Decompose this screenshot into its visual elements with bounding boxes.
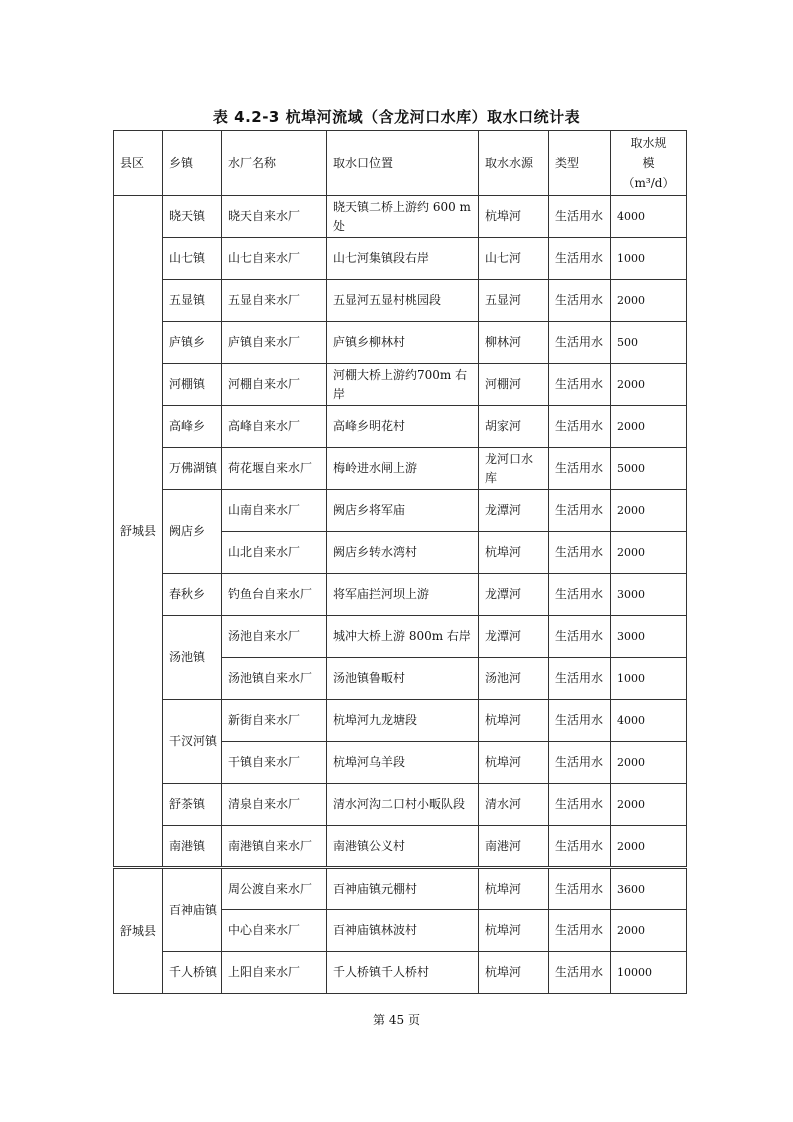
header-county: 县区 [114,131,163,196]
header-row [114,131,687,196]
scale-cell: 4000 [611,700,687,742]
source-cell: 杭埠河 [479,196,549,238]
header-plant: 水厂名称 [222,131,327,196]
location-cell: 阙店乡转水湾村 [327,532,479,574]
scale-cell: 1000 [611,658,687,700]
county-cell: 舒城县 [114,868,163,994]
type-cell: 生活用水 [549,952,611,994]
scale-cell: 2000 [611,490,687,532]
table-row [114,616,687,658]
scale-cell: 5000 [611,448,687,490]
source-cell: 龙潭河 [479,490,549,532]
town-cell: 五显镇 [163,280,222,322]
town-cell: 南港镇 [163,826,222,868]
table-row [114,238,687,280]
source-cell: 杭埠河 [479,742,549,784]
table-row [114,784,687,826]
town-cell: 高峰乡 [163,406,222,448]
location-cell: 南港镇公义村 [327,826,479,868]
town-cell: 汤池镇 [163,616,222,700]
county-cell: 舒城县 [114,196,163,868]
source-cell: 龙潭河 [479,574,549,616]
header-town: 乡镇 [163,131,222,196]
plant-cell: 汤池自来水厂 [222,616,327,658]
source-cell: 胡家河 [479,406,549,448]
table-title: 表 4.2-3 杭埠河流域（含龙河口水库）取水口统计表 [212,108,581,126]
header-scale-line1: 取水规 [630,136,667,150]
location-cell: 城冲大桥上游 800m 右岸 [327,616,479,658]
location-cell: 五显河五显村桃园段 [327,280,479,322]
type-cell: 生活用水 [549,868,611,910]
town-cell: 山七镇 [163,238,222,280]
town-cell: 万佛湖镇 [163,448,222,490]
plant-cell: 荷花堰自来水厂 [222,448,327,490]
table-row [114,364,687,406]
location-cell: 晓天镇二桥上游约 600 m 处 [327,196,479,238]
source-cell: 龙河口水库 [479,448,549,490]
location-cell: 百神庙镇元棚村 [327,868,479,910]
plant-cell: 南港镇自来水厂 [222,826,327,868]
source-cell: 杭埠河 [479,532,549,574]
town-cell: 春秋乡 [163,574,222,616]
type-cell: 生活用水 [549,490,611,532]
plant-cell: 上阳自来水厂 [222,952,327,994]
source-cell: 山七河 [479,238,549,280]
location-cell: 高峰乡明花村 [327,406,479,448]
location-cell: 杭埠河乌羊段 [327,742,479,784]
scale-cell: 1000 [611,238,687,280]
table-row [114,322,687,364]
scale-cell: 3000 [611,616,687,658]
source-cell: 河棚河 [479,364,549,406]
plant-cell: 河棚自来水厂 [222,364,327,406]
header-scale-line3: （m³/d） [622,176,675,190]
location-cell: 河棚大桥上游约700m 右岸 [327,364,479,406]
table-row [114,574,687,616]
water-intake-table [113,130,687,994]
location-cell: 阙店乡将军庙 [327,490,479,532]
plant-cell: 汤池镇自来水厂 [222,658,327,700]
source-cell: 柳林河 [479,322,549,364]
source-cell: 杭埠河 [479,952,549,994]
header-source: 取水水源 [479,131,549,196]
town-cell: 庐镇乡 [163,322,222,364]
plant-cell: 五显自来水厂 [222,280,327,322]
type-cell: 生活用水 [549,574,611,616]
type-cell: 生活用水 [549,280,611,322]
table-row [114,448,687,490]
town-cell: 舒茶镇 [163,784,222,826]
plant-cell: 高峰自来水厂 [222,406,327,448]
source-cell: 清水河 [479,784,549,826]
table-row [114,868,687,910]
scale-cell: 2000 [611,826,687,868]
source-cell: 龙潭河 [479,616,549,658]
plant-cell: 晓天自来水厂 [222,196,327,238]
plant-cell: 山七自来水厂 [222,238,327,280]
location-cell: 杭埠河九龙塘段 [327,700,479,742]
table-row [114,196,687,238]
source-cell: 五显河 [479,280,549,322]
town-cell: 百神庙镇 [163,868,222,952]
page-number: 第 45 页 [373,1013,420,1027]
header-scale [611,131,687,196]
type-cell: 生活用水 [549,196,611,238]
location-cell: 山七河集镇段右岸 [327,238,479,280]
type-cell: 生活用水 [549,532,611,574]
source-cell: 南港河 [479,826,549,868]
header-location: 取水口位置 [327,131,479,196]
type-cell: 生活用水 [549,238,611,280]
header-type: 类型 [549,131,611,196]
location-cell: 清水河沟二口村小畈队段 [327,784,479,826]
town-cell: 千人桥镇 [163,952,222,994]
type-cell: 生活用水 [549,616,611,658]
scale-cell: 2000 [611,910,687,952]
location-cell: 千人桥镇千人桥村 [327,952,479,994]
scale-cell: 2000 [611,364,687,406]
source-cell: 杭埠河 [479,700,549,742]
scale-cell: 2000 [611,784,687,826]
scale-cell: 2000 [611,280,687,322]
type-cell: 生活用水 [549,910,611,952]
source-cell: 杭埠河 [479,868,549,910]
scale-cell: 2000 [611,742,687,784]
type-cell: 生活用水 [549,448,611,490]
location-cell: 庐镇乡柳林村 [327,322,479,364]
type-cell: 生活用水 [549,742,611,784]
table-row [114,826,687,868]
type-cell: 生活用水 [549,784,611,826]
type-cell: 生活用水 [549,700,611,742]
source-cell: 杭埠河 [479,910,549,952]
type-cell: 生活用水 [549,322,611,364]
town-cell: 干汊河镇 [163,700,222,784]
plant-cell: 周公渡自来水厂 [222,868,327,910]
scale-cell: 4000 [611,196,687,238]
town-cell: 阙店乡 [163,490,222,574]
source-cell: 汤池河 [479,658,549,700]
plant-cell: 山南自来水厂 [222,490,327,532]
town-cell: 河棚镇 [163,364,222,406]
plant-cell: 干镇自来水厂 [222,742,327,784]
town-cell: 晓天镇 [163,196,222,238]
location-cell: 将军庙拦河坝上游 [327,574,479,616]
plant-cell: 清泉自来水厂 [222,784,327,826]
plant-cell: 山北自来水厂 [222,532,327,574]
plant-cell: 钓鱼台自来水厂 [222,574,327,616]
scale-cell: 10000 [611,952,687,994]
table-row [114,952,687,994]
table-row [114,700,687,742]
scale-cell: 3600 [611,868,687,910]
header-scale-line2: 模 [642,156,655,170]
plant-cell: 新街自来水厂 [222,700,327,742]
plant-cell: 庐镇自来水厂 [222,322,327,364]
table-row [114,280,687,322]
location-cell: 梅岭进水闸上游 [327,448,479,490]
scale-cell: 2000 [611,532,687,574]
table-row [114,406,687,448]
scale-cell: 500 [611,322,687,364]
table-row [114,490,687,532]
scale-cell: 2000 [611,406,687,448]
type-cell: 生活用水 [549,364,611,406]
location-cell: 汤池镇鲁畈村 [327,658,479,700]
scale-cell: 3000 [611,574,687,616]
type-cell: 生活用水 [549,658,611,700]
type-cell: 生活用水 [549,406,611,448]
plant-cell: 中心自来水厂 [222,910,327,952]
type-cell: 生活用水 [549,826,611,868]
location-cell: 百神庙镇林波村 [327,910,479,952]
